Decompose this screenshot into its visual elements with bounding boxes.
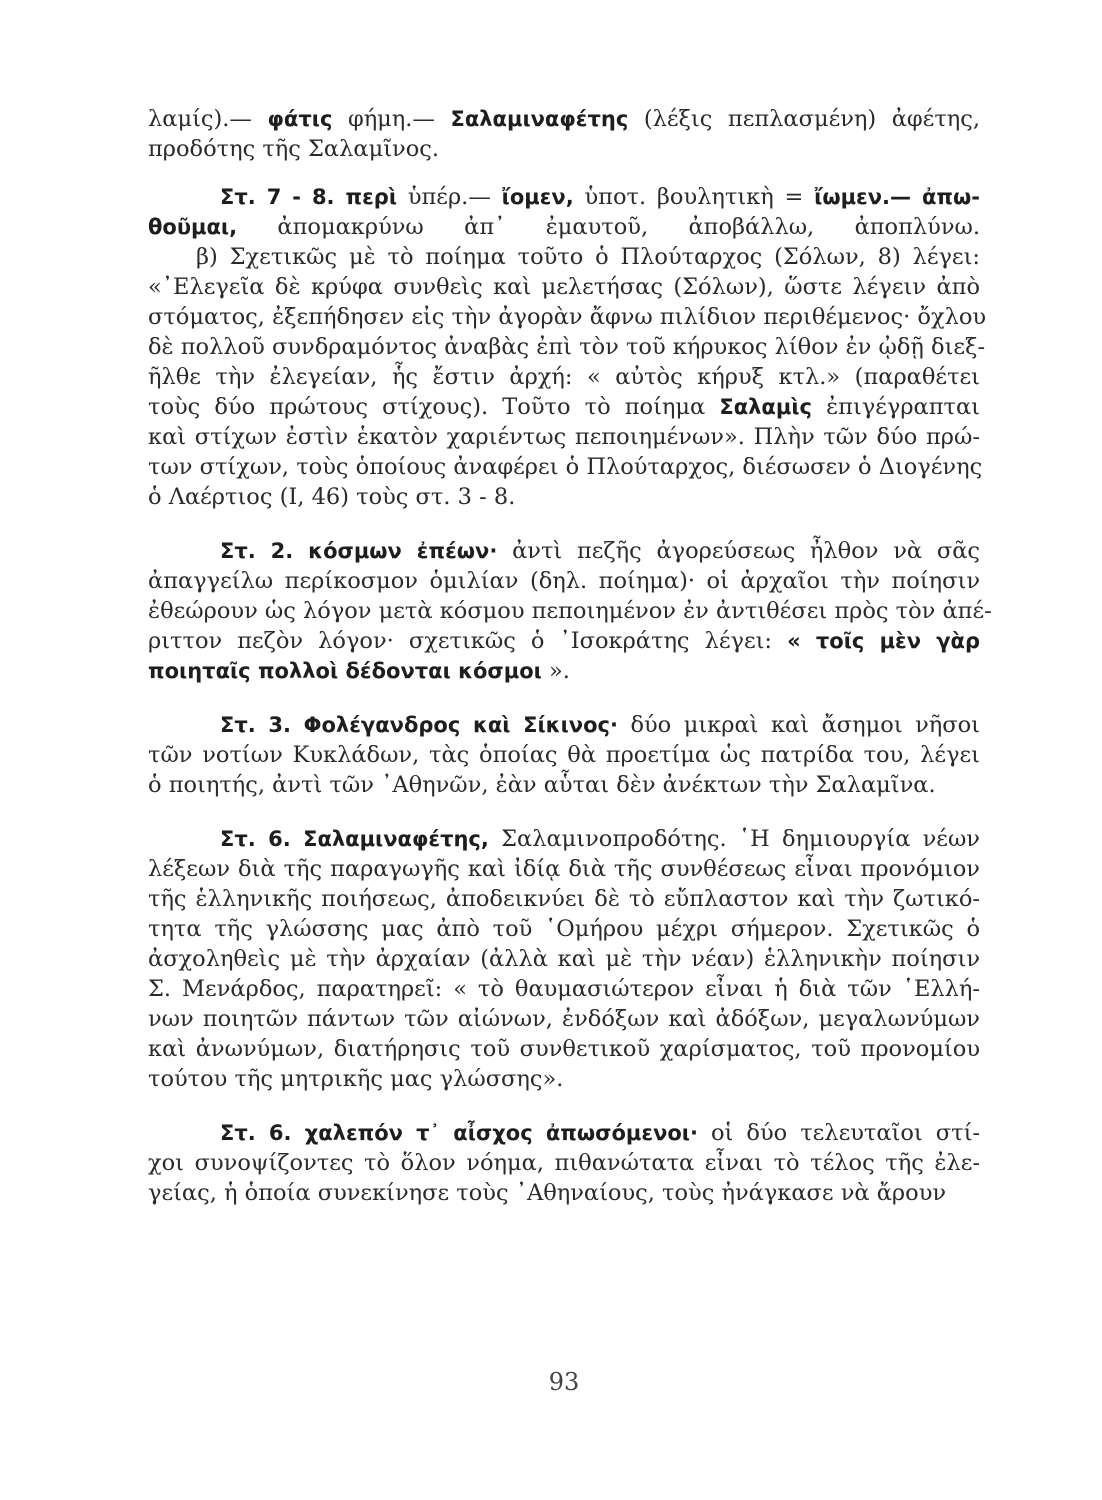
text-run: ὁ Λαέρτιος (I, 46) τοὺς στ. 3 - 8. [148, 484, 516, 510]
text-line [148, 770, 980, 800]
text-run: Σαλαμινοπροδότης. ῾Η δημιουργία νέων [488, 826, 980, 852]
text-line [148, 536, 980, 566]
text-run: καὶ ἀνωνύμων, διατήρησις τοῦ συνθετικοῦ χαρίσματος, τοῦ προνομίου [148, 1036, 980, 1062]
text-run: λέξεων διὰ τῆς παραγωγῆς καὶ ἰδίᾳ διὰ τῆς συνθέσεως εἶναι προνόμιον [148, 856, 980, 882]
text-run: καὶ στίχων ἐστὶν ἑκατὸν χαριέντως πεποιημένων». Πλὴν τῶν δύο πρώ- [148, 424, 980, 450]
text-run: νων ποιητῶν πάντων τῶν αἰώνων, ἐνδόξων καὶ ἀδόξων, μεγαλωνύμων [148, 1006, 980, 1032]
bold-term: Στ. 6. χαλεπόν τ᾽ αἶσχος ἀπωσόμενοι· [220, 1121, 698, 1145]
text-line [148, 182, 980, 212]
text-line [148, 302, 987, 332]
text-line [148, 824, 980, 854]
document-body [148, 104, 992, 1208]
text-run: τῆς ἑλληνικῆς ποιήσεως, ἀποδεικνύει δὲ τὸ εὔπλαστον καὶ τὴν ζωτικό- [148, 886, 980, 912]
text-line [148, 914, 980, 944]
text-run: των στίχων, τοὺς ὁποίους ἀναφέρει ὁ Πλούταρχος, διέσωσεν ὁ Διογένης [148, 454, 983, 480]
text-line [148, 212, 980, 242]
text-line [148, 710, 980, 740]
text-run: προδότης τῆς Σαλαμῖνος. [148, 136, 439, 162]
paragraph [148, 1118, 980, 1208]
text-run: φήμη.— [332, 106, 451, 132]
text-line [148, 242, 980, 272]
text-run: τῶν νοτίων Κυκλάδων, τὰς ὁποίας θὰ προετίμα ὡς πατρίδα του, λέγει [148, 742, 980, 768]
text-line [148, 1004, 980, 1034]
text-line [148, 626, 980, 656]
text-line [148, 362, 980, 392]
text-run: γείας, ἡ ὁποία συνεκίνησε τοὺς ᾽Αθηναίους, τοὺς ἠνάγκασε νὰ ἄρουν [148, 1180, 947, 1206]
text-run: τούτου τῆς μητρικῆς μας γλώσσης». [148, 1066, 564, 1092]
paragraph [148, 182, 987, 512]
text-line [148, 332, 986, 362]
bold-term: Στ. 6. Σαλαμιναφέτης, [220, 827, 489, 851]
text-line [148, 1034, 980, 1064]
paragraph [148, 710, 980, 800]
text-line [148, 104, 980, 134]
text-line [148, 566, 980, 596]
text-run: ἀπομακρύνω ἀπ᾽ ἐμαυτοῦ, ἀποβάλλω, ἀποπλύνω. [237, 214, 980, 240]
text-line [148, 482, 980, 512]
text-run: ὑποτ. βουλητικὴ = [573, 184, 815, 210]
text-run: τητα τῆς γλώσσης μας ἀπὸ τοῦ ῾Ομήρου μέχρι σήμερον. Σχετικῶς ὁ [148, 916, 980, 942]
bold-term: ἴομεν, [501, 185, 574, 209]
text-run: ἐθεώρουν ὡς λόγον μετὰ κόσμου πεποιημένον ἐν ἀντιθέσει πρὸς τὸν ἀπέ- [148, 598, 992, 624]
text-run: δύο μικραὶ καὶ ἄσημοι νῆσοι [617, 712, 980, 738]
bold-term: Στ. 2. κόσμων ἐπέων· [220, 539, 498, 563]
text-line [148, 740, 980, 770]
text-line [148, 974, 980, 1004]
paragraph [148, 104, 980, 164]
text-line [148, 134, 980, 164]
text-line [148, 1118, 980, 1148]
text-line [148, 422, 980, 452]
text-run: στόματος, ἐξεπήδησεν εἰς τὴν ἀγορὰν ἄφνω πιλίδιον περιθέμενος· ὄχλου [148, 304, 987, 330]
text-run: (λέξις πεπλασμένη) ἀφέτης, [628, 106, 981, 132]
page-number: 93 [548, 1368, 580, 1396]
text-line [148, 1064, 980, 1094]
text-line [148, 596, 992, 626]
bold-term: Σαλαμὶς [719, 395, 812, 419]
text-line [148, 944, 980, 974]
text-run: ὑπέρ.— [397, 184, 502, 210]
text-run: ριττον πεζὸν λόγον· σχετικῶς ὁ ᾽Ισοκράτης λέγει: [148, 628, 788, 654]
page [148, 104, 992, 1434]
paragraph [148, 824, 980, 1094]
text-line [148, 656, 980, 686]
text-line [148, 884, 980, 914]
text-line [148, 1178, 980, 1208]
text-run: «᾽Ελεγεῖα δὲ κρύφα συνθεὶς καὶ μελετήσας (Σόλων), ὥστε λέγειν ἀπὸ [148, 274, 980, 300]
text-run: ὁ ποιητής, ἀντὶ τῶν ᾽Αθηνῶν, ἐὰν αὗται δὲν ἀνέκτων τὴν Σαλαμῖνα. [148, 772, 936, 798]
text-run: χοι συνοψίζοντες τὸ ὅλον νόημα, πιθανώτατα εἶναι τὸ τέλος τῆς ἐλε- [148, 1150, 980, 1176]
text-run: ». [541, 658, 570, 684]
text-run: λαμίς).— [148, 106, 268, 132]
text-run: Σ. Μενάρδος, παρατηρεῖ: « τὸ θαυμασιώτερον εἶναι ἡ διὰ τῶν ῾Ελλή- [148, 976, 980, 1002]
bold-term: ἴωμεν.— ἀπω- [814, 185, 981, 209]
text-run: ἐπιγέγραπται [811, 394, 981, 420]
text-line [148, 1148, 980, 1178]
text-run: οἱ δύο τελευταῖοι στί- [697, 1120, 980, 1146]
text-line [148, 272, 980, 302]
text-line [148, 854, 980, 884]
text-run: τοὺς δύο πρώτους στίχους). Τοῦτο τὸ ποίημα [148, 394, 720, 420]
text-line [148, 392, 980, 422]
bold-term: ποιηταῖς πολλοὶ δέδονται κόσμοι [148, 659, 542, 683]
bold-term: φάτις [267, 107, 333, 131]
text-run: ῆλθε τὴν ἐλεγείαν, ἧς ἔστιν ἀρχή: « αὐτὸς κήρυξ κτλ.» (παραθέτει [148, 364, 980, 390]
bold-term: Στ. 3. Φολέγανδρος καὶ Σίκινος· [220, 713, 618, 737]
text-run: ἀντὶ πεζῆς ἀγορεύσεως ἦλθον νὰ σᾶς [497, 538, 980, 564]
text-run: δὲ πολλοῦ συνδραμόντος ἀναβὰς ἐπὶ τὸν τοῦ κήρυκος λίθον ἐν ᾠδῇ διεξ- [148, 334, 986, 360]
text-line [148, 452, 983, 482]
bold-term: Σαλαμιναφέτης [450, 107, 629, 131]
paragraph [148, 536, 992, 686]
bold-term: « τοῖς μὲν γὰρ [787, 629, 981, 653]
text-run: β) Σχετικῶς μὲ τὸ ποίημα τοῦτο ὁ Πλούταρχος (Σόλων, 8) λέγει: [196, 244, 980, 270]
text-run: ἀπαγγείλω περίκοσμον ὁμιλίαν (δηλ. ποίημα)· οἱ ἀρχαῖοι τὴν ποίησιν [148, 568, 980, 594]
bold-term: θοῦμαι, [148, 215, 238, 239]
bold-term: Στ. 7 - 8. περὶ [220, 185, 398, 209]
text-run: ἀσχοληθεὶς μὲ τὴν ἀρχαίαν (ἀλλὰ καὶ μὲ τὴν νέαν) ἑλληνικὴν ποίησιν [148, 946, 980, 972]
